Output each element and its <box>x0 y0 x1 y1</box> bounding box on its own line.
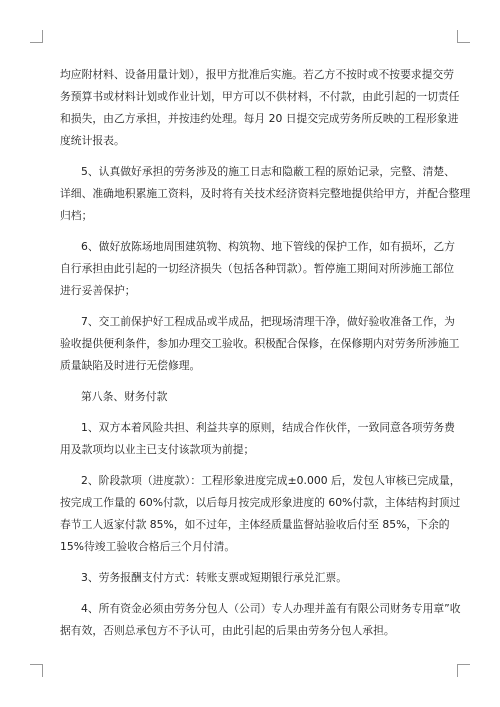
crop-mark-top-right <box>457 30 470 43</box>
paragraph <box>60 470 461 558</box>
paragraph <box>60 236 455 302</box>
text-line: 2、阶段款项（进度款）：工程形象进度完成±0.000 后，发包人审核已完成量， <box>81 474 461 487</box>
section-heading <box>60 386 442 408</box>
text-line: 春节工人返家付款 85%，如不过年，主体经质量监督站验收后付至 85%，下余的 <box>60 518 450 531</box>
paragraph <box>60 311 460 377</box>
text-line: 归档； <box>60 209 93 222</box>
text-line: 3、劳务报酬支付方式：转账支票或短期银行承兑汇票。 <box>81 571 347 584</box>
text-line: 按完成工作量的 60%付款，以后每月按完成形象进度的 60%付款，主体结构封顶过 <box>60 496 461 509</box>
text-line: 据有效，否则总承包方不予认可，由此引起的后果由劳务分包人承担。 <box>60 624 395 637</box>
text-line: 1、双方本着风险共担、利益共享的原则，结成合作伙伴，一致同意各项劳务费 <box>81 421 455 434</box>
paragraph <box>60 567 442 589</box>
paragraph <box>60 161 471 227</box>
text-line: 4、所有资金必须由劳务分包人（公司）专人办理并盖有有限公司财务专用章”收 <box>81 602 461 615</box>
text-line: 第八条、财务付款 <box>81 390 168 403</box>
text-line: 15%待竣工验收合格后三个月付清。 <box>60 540 236 553</box>
crop-mark-bottom-right <box>457 664 470 677</box>
paragraph <box>60 598 461 642</box>
text-line: 务预算书或材料计划或作业计划，甲方可以不供材料，不付款，由此引起的一切责任 <box>60 90 460 103</box>
text-line: 自行承担由此引起的一切经济损失（包括各种罚款）。暂停施工期间对所涉施工部位 <box>60 262 455 275</box>
text-line: 质量缺陷及时进行无偿修理。 <box>60 359 201 372</box>
text-line: 用及款项均以业主已支付该款项为前提； <box>60 443 255 456</box>
document-body <box>60 64 471 651</box>
paragraph <box>60 417 455 461</box>
text-line: 均应附材料、设备用量计划），报甲方批准后实施。若乙方不按时或不按要求提交劳 <box>60 68 455 81</box>
text-line: 5、认真做好承担的劳务涉及的施工日志和隐蔽工程的原始记录，完整、清楚、 <box>81 165 455 178</box>
text-line: 度统计报表。 <box>60 134 125 147</box>
text-line: 验收提供便利条件，参加办理交工验收。积极配合保修，在保修期内对劳务所涉施工 <box>60 337 460 350</box>
paragraph <box>60 64 460 152</box>
text-line: 进行妥善保护； <box>60 284 136 297</box>
text-line: 详细、准确地积累施工资料，及时将有关技术经济资料完整地提供给甲方，并配合整理 <box>60 187 471 200</box>
crop-mark-bottom-left <box>30 664 43 677</box>
crop-mark-top-left <box>30 30 43 43</box>
text-line: 和损失，由乙方承担，并按违约处理。每月 20 日提交完成劳务所反映的工程形象进 <box>60 112 459 125</box>
text-line: 7、交工前保护好工程成品或半成品，把现场清理干净，做好验收准备工作，为 <box>81 315 455 328</box>
text-line: 6、做好放陈场地周围建筑物、构筑物、地下管线的保护工作，如有损坏，乙方 <box>81 240 455 253</box>
